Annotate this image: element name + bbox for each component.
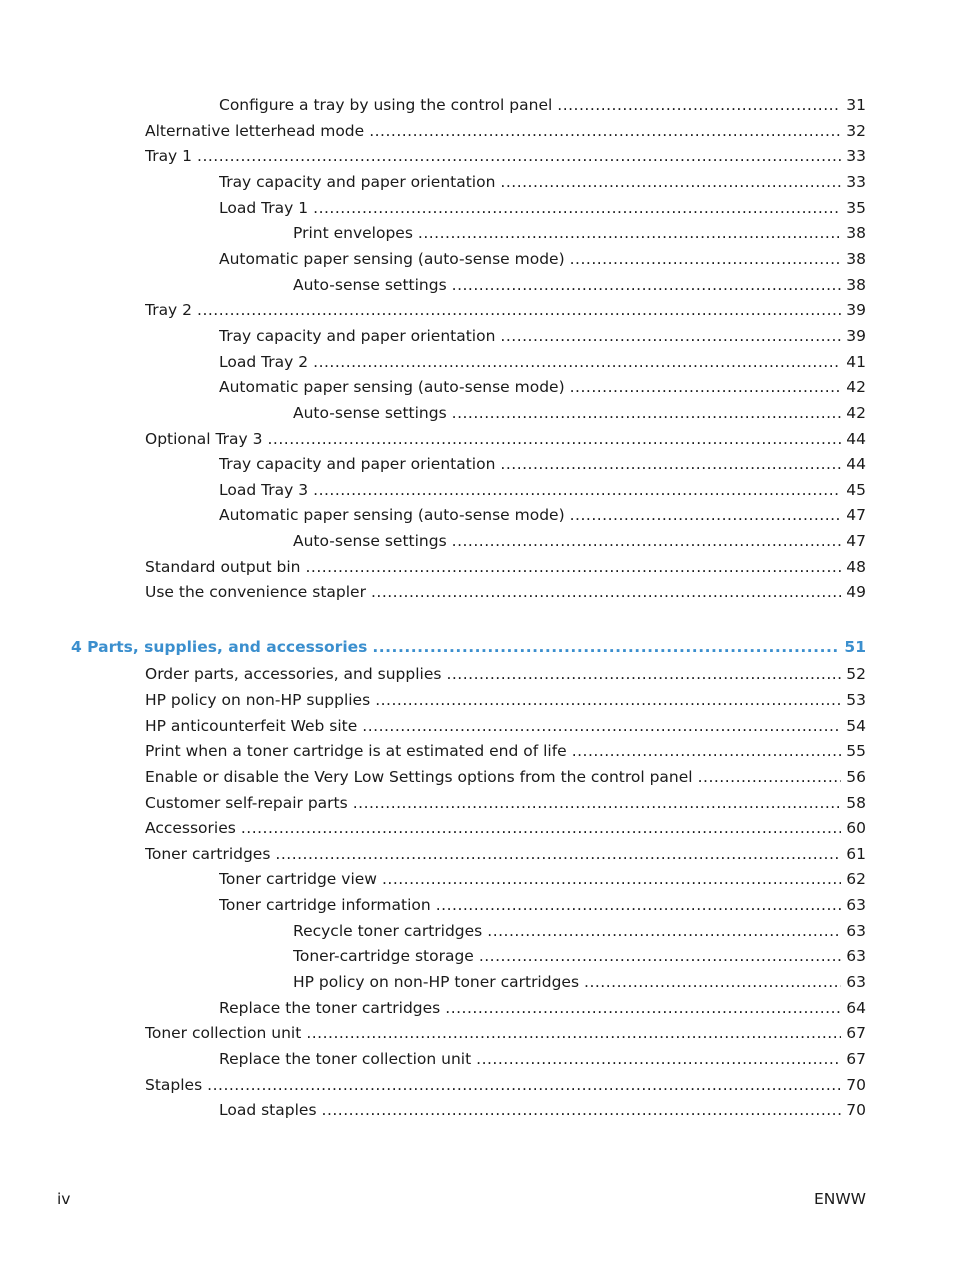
dot-leader xyxy=(446,663,841,685)
toc-entry-page: 52 xyxy=(846,665,866,683)
dot-leader xyxy=(382,868,841,890)
dot-leader xyxy=(452,402,842,424)
toc-entry[interactable] xyxy=(145,715,866,737)
toc-entry-page: 38 xyxy=(846,250,866,268)
toc-entry-page: 32 xyxy=(846,122,866,140)
dot-leader xyxy=(313,197,841,219)
toc-chapter-title: 4 Parts, supplies, and accessories xyxy=(71,638,368,656)
toc-entry[interactable] xyxy=(145,299,866,321)
toc-entry[interactable] xyxy=(145,1022,866,1044)
toc-entry-title: Load Tray 3 xyxy=(219,481,309,499)
toc-entry-page: 63 xyxy=(846,896,866,914)
dot-leader xyxy=(313,351,841,373)
toc-entry-title: Toner-cartridge storage xyxy=(293,947,474,965)
toc-entry-page: 38 xyxy=(846,276,866,294)
toc-entry-page: 60 xyxy=(846,819,866,837)
toc-entry[interactable] xyxy=(293,222,866,244)
toc-entry[interactable] xyxy=(219,1099,866,1121)
toc-entry-page: 63 xyxy=(846,922,866,940)
toc-entry-page: 56 xyxy=(846,768,866,786)
toc-entry[interactable] xyxy=(293,920,866,942)
toc-entry[interactable] xyxy=(145,843,866,865)
toc-entry[interactable] xyxy=(145,428,866,450)
toc-entry-page: 42 xyxy=(846,378,866,396)
toc-chapter-page: 51 xyxy=(844,638,866,656)
toc-entry-title: Order parts, accessories, and supplies xyxy=(145,665,442,683)
toc-entry-title: Alternative letterhead mode xyxy=(145,122,365,140)
toc-entry-page: 54 xyxy=(846,717,866,735)
toc-entry-title: Tray capacity and paper orientation xyxy=(219,327,496,345)
toc-entry-title: HP policy on non-HP supplies xyxy=(145,691,371,709)
toc-entry[interactable] xyxy=(219,453,866,475)
dot-leader xyxy=(267,428,841,450)
toc-entry[interactable] xyxy=(219,351,866,373)
toc-entry-title: Print when a toner cartridge is at estimated end of life xyxy=(145,742,567,760)
dot-leader xyxy=(500,171,841,193)
toc-entry-page: 44 xyxy=(846,430,866,448)
toc-entry-title: Replace the toner collection unit xyxy=(219,1050,472,1068)
dot-leader xyxy=(372,636,839,658)
toc-entry-title: Automatic paper sensing (auto-sense mode) xyxy=(219,506,565,524)
dot-leader xyxy=(305,556,841,578)
toc-entry[interactable] xyxy=(293,971,866,993)
toc-entry-title: HP anticounterfeit Web site xyxy=(145,717,358,735)
dot-leader xyxy=(375,689,841,711)
toc-entry[interactable] xyxy=(219,376,866,398)
toc-entry-page: 39 xyxy=(846,327,866,345)
dot-leader xyxy=(445,997,841,1019)
toc-entry-title: Auto-sense settings xyxy=(293,404,447,422)
toc-entry-title: Load Tray 1 xyxy=(219,199,309,217)
toc-entry[interactable] xyxy=(145,120,866,142)
toc-entry-page: 63 xyxy=(846,947,866,965)
toc-entry-title: Auto-sense settings xyxy=(293,276,447,294)
toc-entry-title: Enable or disable the Very Low Settings options from the control panel xyxy=(145,768,693,786)
toc-entry-page: 61 xyxy=(846,845,866,863)
dot-leader xyxy=(570,504,842,526)
toc-entry[interactable] xyxy=(219,504,866,526)
toc-entry-page: 70 xyxy=(846,1101,866,1119)
toc-entry-title: Replace the toner cartridges xyxy=(219,999,441,1017)
toc-entry-page: 33 xyxy=(846,173,866,191)
toc-entry-title: Configure a tray by using the control panel xyxy=(219,96,553,114)
toc-entry[interactable] xyxy=(219,894,866,916)
dot-leader xyxy=(353,792,842,814)
dot-leader xyxy=(487,920,841,942)
toc-entry-page: 53 xyxy=(846,691,866,709)
toc-entry-title: Load Tray 2 xyxy=(219,353,309,371)
toc-entry[interactable] xyxy=(219,248,866,270)
dot-leader xyxy=(369,120,841,142)
dot-leader xyxy=(570,376,842,398)
dot-leader xyxy=(275,843,841,865)
toc-entry-title: Use the convenience stapler xyxy=(145,583,366,601)
toc-entry[interactable] xyxy=(219,1048,866,1070)
toc-entry-page: 70 xyxy=(846,1076,866,1094)
toc-entry-page: 44 xyxy=(846,455,866,473)
dot-leader xyxy=(371,581,841,603)
toc-entry-title: Optional Tray 3 xyxy=(145,430,263,448)
toc-entry-page: 58 xyxy=(846,794,866,812)
toc-entry-title: HP policy on non-HP toner cartridges xyxy=(293,973,580,991)
toc-entry-title: Toner cartridge view xyxy=(219,870,377,888)
toc-entry-title: Customer self-repair parts xyxy=(145,794,348,812)
toc-entry-title: Standard output bin xyxy=(145,558,301,576)
toc-entry-page: 64 xyxy=(846,999,866,1017)
dot-leader xyxy=(452,530,842,552)
toc-entry-title: Load staples xyxy=(219,1101,317,1119)
toc-entry[interactable] xyxy=(219,479,866,501)
toc-entry-page: 42 xyxy=(846,404,866,422)
toc-chapter-entry[interactable] xyxy=(71,636,866,658)
toc-entry-title: Tray 1 xyxy=(145,147,193,165)
toc-entry-title: Auto-sense settings xyxy=(293,532,447,550)
toc-entry-page: 41 xyxy=(846,353,866,371)
toc-entry-page: 63 xyxy=(846,973,866,991)
toc-entry[interactable] xyxy=(219,171,866,193)
dot-leader xyxy=(197,299,841,321)
toc-entry-title: Toner collection unit xyxy=(145,1024,302,1042)
toc-entry-page: 49 xyxy=(846,583,866,601)
toc-entry[interactable] xyxy=(219,197,866,219)
toc-entry-page: 48 xyxy=(846,558,866,576)
toc-entry[interactable] xyxy=(219,325,866,347)
dot-leader xyxy=(479,945,841,967)
dot-leader xyxy=(698,766,842,788)
toc-entry-page: 31 xyxy=(846,96,866,114)
toc-entry-title: Automatic paper sensing (auto-sense mode) xyxy=(219,250,565,268)
toc-entry[interactable] xyxy=(145,663,866,685)
dot-leader xyxy=(197,145,841,167)
dot-leader xyxy=(241,817,841,839)
toc-entry[interactable] xyxy=(145,556,866,578)
toc-entry[interactable] xyxy=(293,945,866,967)
toc-entry-title: Tray 2 xyxy=(145,301,193,319)
toc-entry-page: 39 xyxy=(846,301,866,319)
dot-leader xyxy=(362,715,841,737)
toc-entry-title: Tray capacity and paper orientation xyxy=(219,173,496,191)
toc-entry-page: 45 xyxy=(846,481,866,499)
toc-entry-page: 47 xyxy=(846,532,866,550)
toc-entry-title: Print envelopes xyxy=(293,224,413,242)
dot-leader xyxy=(322,1099,842,1121)
dot-leader xyxy=(306,1022,841,1044)
dot-leader xyxy=(500,325,841,347)
toc-entry-page: 55 xyxy=(846,742,866,760)
toc-entry-page: 67 xyxy=(846,1050,866,1068)
dot-leader xyxy=(557,94,841,116)
toc-entry-title: Staples xyxy=(145,1076,203,1094)
toc-entry[interactable] xyxy=(145,766,866,788)
toc-entry[interactable] xyxy=(145,581,866,603)
dot-leader xyxy=(500,453,841,475)
toc-entry[interactable] xyxy=(219,94,866,116)
toc-entry-title: Toner cartridges xyxy=(145,845,271,863)
toc-entry[interactable] xyxy=(145,817,866,839)
toc-entry[interactable] xyxy=(145,792,866,814)
toc-entry[interactable] xyxy=(145,689,866,711)
dot-leader xyxy=(570,248,842,270)
toc-entry-page: 33 xyxy=(846,147,866,165)
toc-entry[interactable] xyxy=(293,274,866,296)
toc-entry[interactable] xyxy=(145,740,866,762)
toc-entry-title: Automatic paper sensing (auto-sense mode) xyxy=(219,378,565,396)
toc-entry[interactable] xyxy=(145,1074,866,1096)
dot-leader xyxy=(476,1048,841,1070)
dot-leader xyxy=(436,894,842,916)
dot-leader xyxy=(207,1074,841,1096)
toc-entry-page: 47 xyxy=(846,506,866,524)
toc-entry-title: Recycle toner cartridges xyxy=(293,922,483,940)
toc-entry[interactable] xyxy=(293,530,866,552)
toc-entry-page: 35 xyxy=(846,199,866,217)
dot-leader xyxy=(572,740,842,762)
page-number-footer: iv xyxy=(57,1190,71,1208)
toc-entry-title: Toner cartridge information xyxy=(219,896,431,914)
toc-entry-page: 67 xyxy=(846,1024,866,1042)
toc-entry[interactable] xyxy=(219,997,866,1019)
dot-leader xyxy=(418,222,841,244)
dot-leader xyxy=(313,479,841,501)
toc-entry[interactable] xyxy=(219,868,866,890)
toc-entry-page: 38 xyxy=(846,224,866,242)
dot-leader xyxy=(452,274,842,296)
toc-entry-page: 62 xyxy=(846,870,866,888)
document-code-footer: ENWW xyxy=(813,1190,866,1208)
toc-entry-title: Tray capacity and paper orientation xyxy=(219,455,496,473)
toc-entry-title: Accessories xyxy=(145,819,236,837)
dot-leader xyxy=(584,971,841,993)
toc-entry[interactable] xyxy=(293,402,866,424)
toc-entry[interactable] xyxy=(145,145,866,167)
